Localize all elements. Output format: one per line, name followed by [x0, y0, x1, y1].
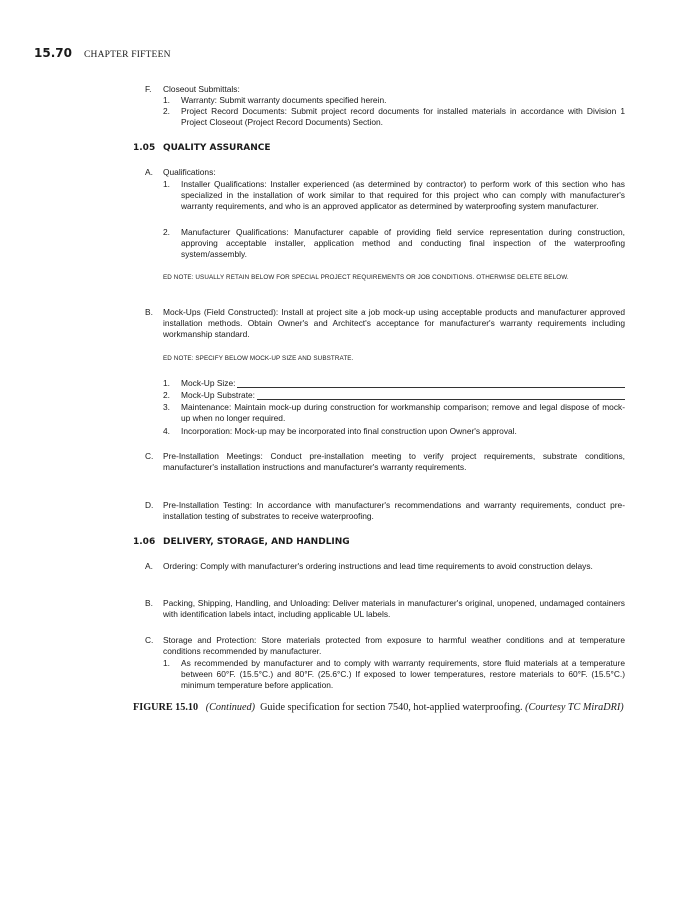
page-number: 15.70 [34, 46, 72, 60]
list-item: 2. Project Record Documents: Submit project record documents for installed materials in accordance with Division 1 Project Closeout (Project Record Documents) Section. [163, 106, 625, 127]
ordering: A. Ordering: Comply with manufacturer's ordering instructions and lead time requirements to avoid construction delays. [145, 561, 593, 571]
figure-label: FIGURE 15.10 [133, 702, 199, 713]
figure-caption [133, 702, 638, 715]
ed-note: ED NOTE: USUALLY RETAIN BELOW FOR SPECIAL PROJECT REQUIREMENTS OR JOB CONDITIONS. OTHERWISE DELETE BELOW. [163, 274, 569, 281]
list-item: 1. Warranty: Submit warranty documents specified herein. [163, 95, 387, 105]
figure-credit: (Courtesy TC MiraDRI) [525, 702, 624, 713]
blank-line [257, 390, 625, 400]
mock-ups: B. Mock-Ups (Field Constructed): Install at project site a job mock-up using acceptable products and manufacturer approved installation methods. Obtain Owner's and Architect's acceptance for manufacturer's warranty requirements including workmanship standard. [145, 307, 625, 339]
section-heading-1-06: 1.06 DELIVERY, STORAGE, AND HANDLING [133, 537, 350, 547]
list-item: 2. Manufacturer Qualifications: Manufacturer capable of providing field service representation during construction, approving acceptable installer, application method and conducting final inspection of the waterproofing system/assembly. [163, 227, 625, 259]
closeout-submittals: F. Closeout Submittals: [145, 84, 240, 94]
mock-up-size-field: Mock-Up Size: [181, 378, 625, 389]
pre-installation-meetings: C. Pre-Installation Meetings: Conduct pre-installation meeting to verify project requirements, substrate conditions, manufacturer's installation instructions and manufacturer's warranty requirements. [145, 451, 625, 472]
list-item: 1. Installer Qualifications: Installer experienced (as determined by contractor) to perform work of this section who has specialized in the installation of work similar to that required for this project who can comply with manufacturer's warranty requirements, and who is an approved applicator as determined by waterproofing system manufacturer. [163, 179, 625, 211]
packing-shipping: B. Packing, Shipping, Handling, and Unloading: Deliver materials in manufacturer's original, unopened, undamaged containers with identification labels intact, including applicable UL labels. [145, 598, 625, 619]
list-item: 4. Incorporation: Mock-up may be incorporated into final construction upon Owner's approval. [163, 426, 517, 436]
chapter-title: CHAPTER FIFTEEN [83, 50, 171, 60]
pre-installation-testing: D. Pre-Installation Testing: In accordance with manufacturer's recommendations and warranty requirements, conduct pre-installation testing of substrates to receive waterproofing. [145, 500, 625, 521]
section-heading-1-05: 1.05 QUALITY ASSURANCE [133, 143, 271, 153]
figure-continued: (Continued) [205, 702, 255, 713]
mock-up-substrate-field: Mock-Up Substrate: [181, 390, 625, 401]
ed-note: ED NOTE: SPECIFY BELOW MOCK-UP SIZE AND SUBSTRATE. [163, 355, 354, 362]
document-page: 15.70 CHAPTER FIFTEEN F. Closeout Submittals: 1. Warranty: Submit warranty documents specified herein. 2. Project Record Documents: Submit project record documents for installed materials in accordance with Division 1 Project Closeout (Project Record Documents) Section. 1.05 QUALITY ASSURANCE A. Qualifications: 1. Installer Qualifications: Installer experienced (as determined by contractor) to perform work of this section who has specialized in the installation of work similar to that required for this project who can comply with manufacturer's warranty requirements, and who is an approved applicator as determined by waterproofing system manufacturer. 2. Manufacturer Qualifications: Manufacturer capable of providing field service representation during construction, approving acceptable installer, application method and conducting final inspection of the waterproofing system/assembly. ED NOTE: USUALLY RETAIN BELOW FOR SPECIAL PROJECT REQUIREMENTS OR JOB CONDITIONS. OTHERWISE DELETE BELOW. B. Mock-Ups (Field Constructed): Install at project site a job mock-up using acceptable products and manufacturer approved installation methods. Obtain Owner's and Architect's acceptance for manufacturer's warranty requirements including workmanship standard. ED NOTE: SPECIFY BELOW MOCK-UP SIZE AND SUBSTRATE. 1. Mock-Up Size: 2. Mock-Up Substrate: 3. Maintenance: Maintain mock-up during construction for workmanship comparison; remove and legal dispose of mock-up when no longer required. 4. Incorporation: Mock-up may be incorporated into final construction upon Owner's approval. C. Pre-Installation Meetings: Conduct pre-installation meeting to verify project requirements, substrate conditions, manufacturer's installation instructions and manufacturer's warranty requirements. D. Pre-Installation Testing: In accordance with manufacturer's recommendations and warranty requirements, conduct pre-installation testing of substrates to receive waterproofing. 1.06 DELIVERY, STORAGE, AND HANDLING A. Ordering: Comply with manufacturer's ordering instructions and lead time requirements to avoid construction delays. B. Packing, Shipping, Handling, and Unloading: Deliver materials in manufacturer's original, unopened, undamaged containers with identification labels intact, including applicable UL labels. C. Storage and Protection: Store materials protected from exposure to harmful weather conditions and at temperature conditions recommended by manufacturer. 1. As recommended by manufacturer and to comply with warranty requirements, store fluid materials at a temperature between 60°F. (15.5°C.) and 80°F. (25.6°C.) If exposed to lower temperatures, restore materials to 60°F. (15.5°C.) minimum temperature before application. FIGURE 15.10 (Continued) Guide specification for section 7540, hot-applied waterproofing. (Courtesy TC MiraDRI) [0, 0, 675, 900]
blank-line [237, 378, 625, 388]
list-item: 3. Maintenance: Maintain mock-up during construction for workmanship comparison; remove and legal dispose of mock-up when no longer required. [163, 402, 625, 423]
storage-protection: C. Storage and Protection: Store materials protected from exposure to harmful weather conditions and at temperature conditions recommended by manufacturer. [145, 635, 625, 656]
list-item: 1. As recommended by manufacturer and to comply with warranty requirements, store fluid materials at a temperature between 60°F. (15.5°C.) and 80°F. (25.6°C.) If exposed to lower temperatures, restore materials to 60°F. (15.5°C.) minimum temperature before application. [163, 658, 625, 690]
running-header [34, 44, 171, 62]
figure-caption-text: Guide specification for section 7540, hot-applied waterproofing. [260, 702, 523, 713]
qualifications: A. Qualifications: [145, 167, 216, 177]
